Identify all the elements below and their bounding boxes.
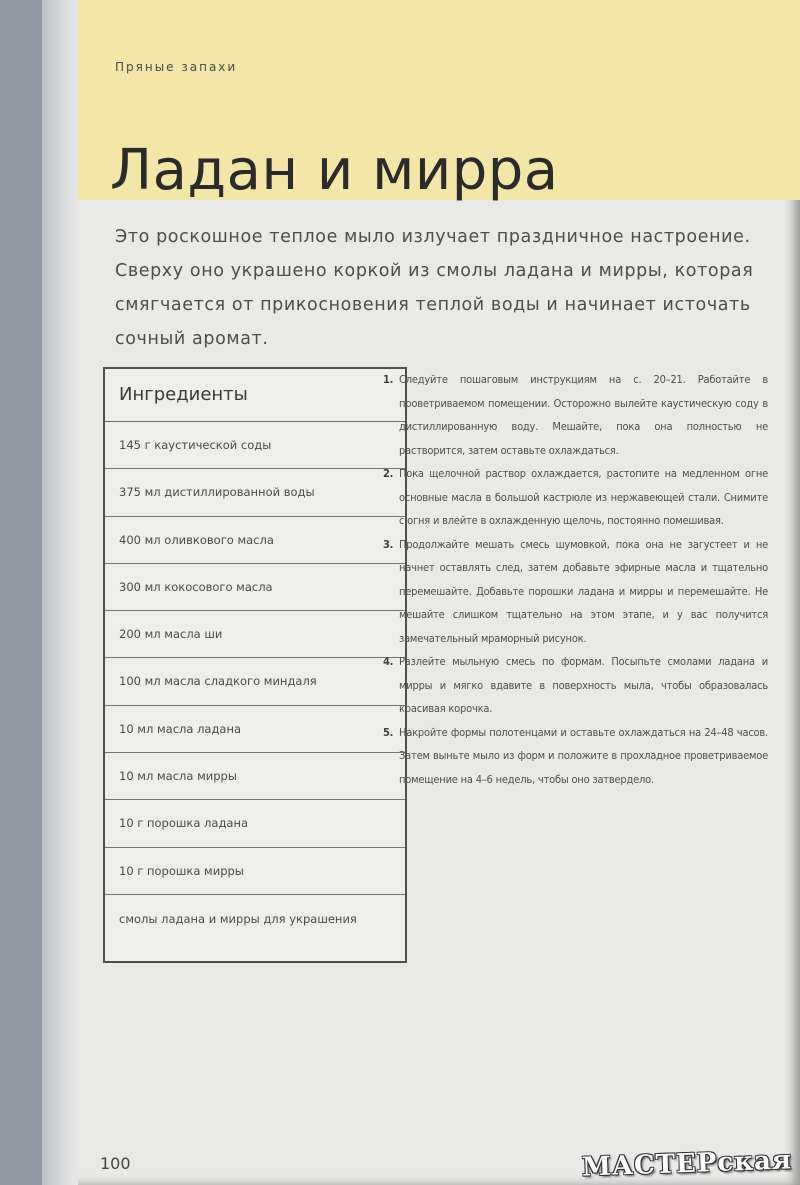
watermark-logo: МАСТЕРская [581, 1145, 793, 1183]
ingredient-row: 375 мл дистиллированной воды [105, 469, 405, 516]
ingredients-table [103, 367, 407, 963]
instruction-step [383, 721, 768, 792]
instruction-step [383, 650, 768, 721]
step-text: Пока щелочной раствор охлаждается, растопите на медленном огне основные масла в большой кастрюле из нержавеющей стали. Снимите с огня и влейте в охлажденную щелочь, постоянно помешивая. [399, 467, 768, 527]
instruction-step [383, 462, 768, 533]
ingredient-row: 200 мл масла ши [105, 611, 405, 658]
page-number: 100 [100, 1154, 131, 1173]
instruction-step [383, 368, 768, 462]
page-gutter [42, 0, 78, 1185]
step-text: Накройте формы полотенцами и оставьте охлаждаться на 24–48 часов. Затем выньте мыло из форм и положите в прохладное проветриваемое помещение на 4–6 недель, чтобы оно затвердело. [399, 725, 768, 786]
ingredient-row: 10 мл масла ладана [105, 706, 405, 753]
instructions-list [383, 368, 768, 791]
step-number: 1. [383, 373, 394, 386]
ingredient-row: 400 мл оливкового масла [105, 517, 405, 564]
intro-paragraph: Это роскошное теплое мыло излучает праздничное настроение. Сверху оно украшено коркой из смолы ладана и мирры, которая смягчается от прикосновения теплой воды и начинает источать сочный аромат. [115, 227, 754, 349]
ingredient-row: 10 г порошка мирры [105, 848, 405, 895]
step-number: 5. [383, 725, 394, 739]
ingredient-row: 100 мл масла сладкого миндаля [105, 658, 405, 705]
instruction-step [383, 533, 768, 651]
ingredient-row: смолы ладана и мирры для украшения [119, 911, 357, 926]
ingredient-row: 300 мл кокосового масла [105, 564, 405, 611]
step-number: 4. [383, 655, 394, 668]
ingredients-heading: Ингредиенты [105, 369, 405, 422]
step-text: Следуйте пошаговым инструкциям на с. 20–21. Работайте в проветриваемом помещении. Осторожно вылейте каустическую соду в дистиллированную воду. Мешайте, пока она полностью не растворится, затем оставьте охлаждаться. [399, 373, 768, 457]
page-title: Ладан и мирра [110, 138, 559, 203]
ingredient-row: 10 г порошка ладана [105, 800, 405, 847]
step-number: 3. [383, 537, 394, 551]
section-label: Пряные запахи [115, 60, 238, 74]
book-page [42, 0, 800, 1185]
step-text: Продолжайте мешать смесь шумовкой, пока она не загустеет и не начнет оставлять след, затем добавьте эфирные масла и тщательно перемешайте. Добавьте порошки ладана и мирры и перемешайте. Не мешайте слишком тщательно на этом этапе, и у вас получится замечательный мраморный рисунок. [399, 537, 768, 645]
ingredient-row: 145 г каустической соды [105, 422, 405, 469]
step-text: Разлейте мыльную смесь по формам. Посыпьте смолами ладана и мирры и мягко вдавите в поверхность мыла, чтобы образовалась красивая корочка. [399, 655, 768, 715]
step-number: 2. [383, 467, 394, 480]
ingredient-row: 10 мл масла мирры [105, 753, 405, 800]
